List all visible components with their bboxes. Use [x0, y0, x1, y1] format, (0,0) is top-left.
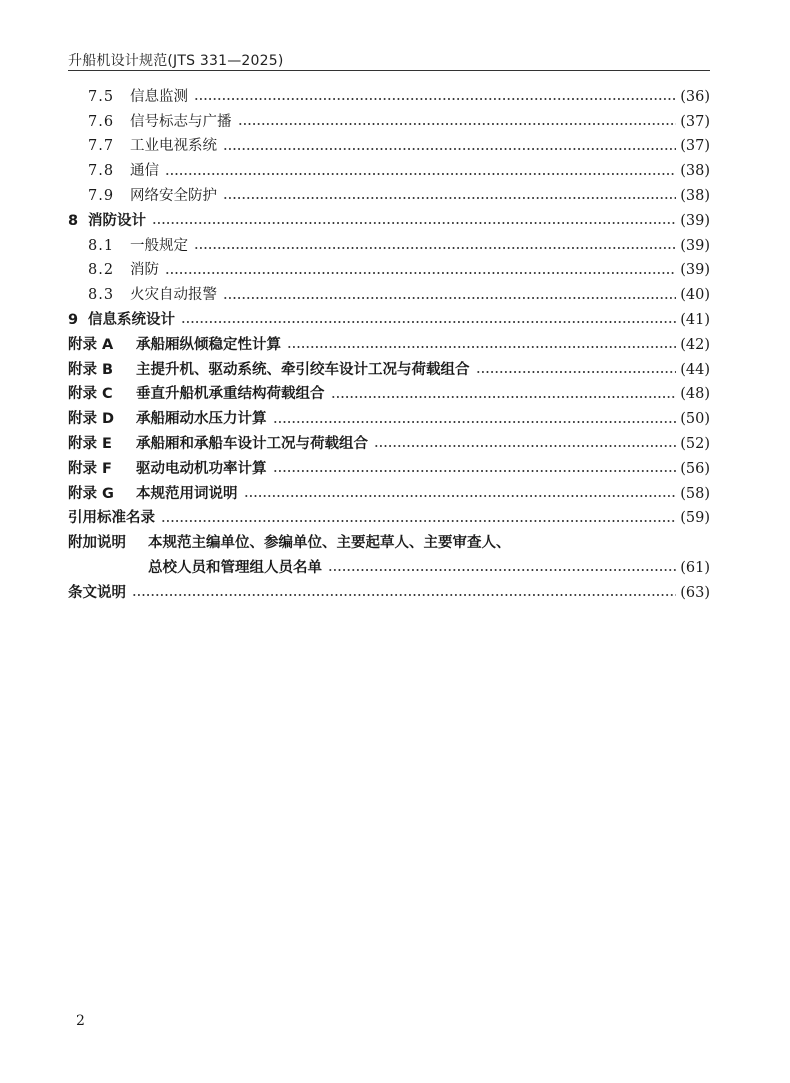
toc-entry-8-1[interactable]	[68, 233, 710, 258]
toc-entry-page: (48)	[680, 386, 710, 403]
toc-entry-title: 垂直升船机承重结构荷载组合	[136, 386, 325, 403]
toc-entry-appendix-d[interactable]	[68, 406, 710, 431]
dot-leader	[223, 197, 676, 199]
dot-leader	[476, 371, 677, 373]
toc-entry-number: 7.7	[88, 138, 115, 155]
toc-entry-page: (52)	[680, 435, 710, 452]
header-rule	[68, 70, 710, 71]
toc-entry-appendix-g[interactable]	[68, 481, 710, 506]
page-number: 2	[76, 1013, 85, 1029]
dot-leader	[328, 569, 676, 571]
dot-leader	[165, 272, 676, 274]
toc-entry-title: 驱动电动机功率计算	[136, 460, 267, 477]
toc-entry-title: 主提升机、驱动系统、牵引绞车设计工况与荷载组合	[136, 361, 470, 378]
toc-entry-8-3[interactable]	[68, 282, 710, 307]
toc-entry-title: 承船厢动水压力计算	[136, 411, 267, 428]
toc-entry-clause-explanation[interactable]	[68, 580, 710, 605]
toc-entry-number: 附录 C	[68, 386, 113, 403]
toc-entry-number: 7.8	[88, 163, 115, 180]
dot-leader	[374, 445, 676, 447]
toc-entry-number: 附录 F	[68, 460, 112, 477]
toc-entry-7-7[interactable]	[68, 134, 710, 159]
dot-leader	[273, 421, 677, 423]
toc-entry-number: 7.5	[88, 88, 115, 105]
toc-entry-page: (58)	[680, 485, 710, 502]
toc-entry-number: 附录 B	[68, 361, 114, 378]
toc-entry-additional-notes[interactable]	[68, 530, 710, 580]
dot-leader	[161, 520, 676, 522]
toc-entry-page: (63)	[680, 584, 710, 601]
toc-entry-page: (40)	[680, 287, 710, 304]
toc-entry-page: (39)	[680, 212, 710, 229]
toc-entry-page: (37)	[680, 138, 710, 155]
dot-leader	[244, 495, 677, 497]
toc-entry-title: 引用标准名录	[68, 510, 155, 527]
toc-entry-number: 7.6	[88, 113, 115, 130]
toc-entry-page: (38)	[680, 163, 710, 180]
toc-entry-number: 8.1	[88, 237, 115, 254]
table-of-contents	[68, 84, 710, 605]
toc-entry-8[interactable]	[68, 208, 710, 233]
toc-entry-title: 消防设计	[88, 212, 146, 229]
toc-entry-number: 7.9	[88, 187, 115, 204]
toc-entry-7-8[interactable]	[68, 158, 710, 183]
toc-entry-title: 信息系统设计	[88, 311, 175, 328]
toc-entry-page: (38)	[680, 187, 710, 204]
toc-entry-title: 一般规定	[130, 237, 188, 254]
toc-entry-title: 火灾自动报警	[130, 287, 217, 304]
toc-entry-page: (56)	[680, 460, 710, 477]
toc-entry-title: 通信	[130, 163, 159, 180]
toc-entry-appendix-c[interactable]	[68, 382, 710, 407]
toc-entry-appendix-b[interactable]	[68, 357, 710, 382]
dot-leader	[152, 222, 676, 224]
dot-leader	[223, 297, 676, 299]
toc-entry-referenced-standards[interactable]	[68, 506, 710, 531]
toc-entry-title: 条文说明	[68, 584, 126, 601]
toc-entry-title: 承船厢和承船车设计工况与荷载组合	[136, 435, 368, 452]
toc-entry-page: (44)	[680, 361, 710, 378]
toc-entry-page: (37)	[680, 113, 710, 130]
toc-entry-number: 8.3	[88, 287, 115, 304]
running-header: 升船机设计规范(JTS 331—2025)	[68, 53, 284, 69]
toc-entry-page: (41)	[680, 311, 710, 328]
toc-entry-7-6[interactable]	[68, 109, 710, 134]
dot-leader	[165, 173, 676, 175]
toc-entry-number: 附录 G	[68, 485, 114, 502]
toc-entry-number: 9	[68, 311, 79, 328]
toc-entry-title-line2: 总校人员和管理组人员名单	[148, 559, 322, 576]
toc-entry-page: (50)	[680, 411, 710, 428]
toc-entry-number: 附录 A	[68, 336, 114, 353]
toc-entry-appendix-f[interactable]	[68, 456, 710, 481]
toc-entry-7-9[interactable]	[68, 183, 710, 208]
toc-entry-title: 信号标志与广播	[130, 113, 232, 130]
toc-entry-title: 本规范用词说明	[136, 485, 238, 502]
dot-leader	[331, 396, 677, 398]
dot-leader	[194, 247, 676, 249]
toc-entry-page: (61)	[680, 559, 710, 576]
dot-leader	[273, 470, 677, 472]
dot-leader	[238, 123, 677, 125]
toc-entry-title: 工业电视系统	[130, 138, 217, 155]
toc-entry-page: (36)	[680, 88, 710, 105]
toc-entry-title: 承船厢纵倾稳定性计算	[136, 336, 281, 353]
toc-entry-number: 8	[68, 212, 79, 229]
toc-entry-title: 网络安全防护	[130, 187, 217, 204]
toc-entry-9[interactable]	[68, 307, 710, 332]
toc-entry-7-5[interactable]	[68, 84, 710, 109]
dot-leader	[223, 148, 676, 150]
toc-entry-page: (42)	[680, 336, 710, 353]
toc-entry-page: (59)	[680, 510, 710, 527]
toc-entry-number: 附录 D	[68, 411, 115, 428]
toc-entry-title-line1: 本规范主编单位、参编单位、主要起草人、主要审查人、	[148, 534, 511, 551]
toc-entry-title: 信息监测	[130, 88, 188, 105]
dot-leader	[194, 98, 676, 100]
toc-entry-title: 消防	[130, 262, 159, 279]
toc-entry-page: (39)	[680, 262, 710, 279]
toc-entry-number: 附录 E	[68, 435, 112, 452]
toc-entry-appendix-e[interactable]	[68, 431, 710, 456]
dot-leader	[132, 594, 676, 596]
toc-entry-8-2[interactable]	[68, 258, 710, 283]
toc-entry-number: 附加说明	[68, 534, 126, 551]
toc-entry-number: 8.2	[88, 262, 115, 279]
toc-entry-page: (39)	[680, 237, 710, 254]
dot-leader	[287, 346, 676, 348]
dot-leader	[181, 321, 676, 323]
toc-entry-appendix-a[interactable]	[68, 332, 710, 357]
